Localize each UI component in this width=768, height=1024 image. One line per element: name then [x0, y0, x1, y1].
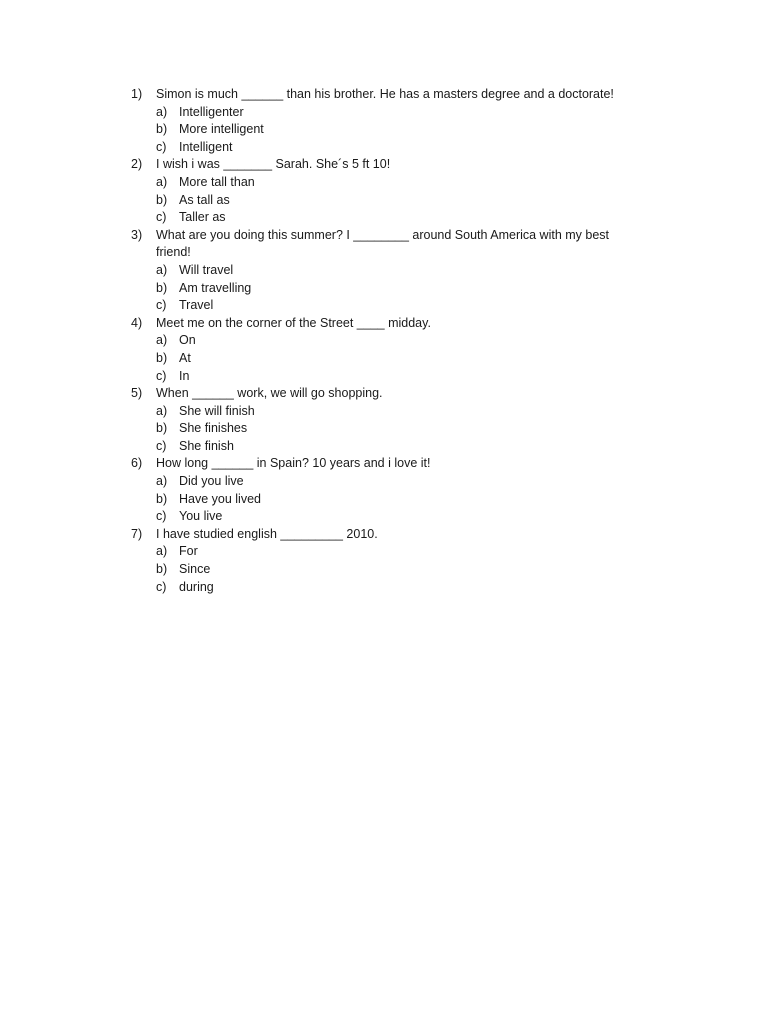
option-text: Will travel: [179, 262, 234, 277]
option-letter: c): [156, 139, 167, 154]
option-c: [131, 139, 641, 157]
option-text: Since: [179, 562, 211, 577]
question-text: I wish i was _______ Sarah. She´s 5 ft 10!: [156, 157, 391, 172]
option-letter: c): [156, 368, 167, 383]
option-text: You live: [179, 509, 223, 524]
option-b: [131, 192, 641, 210]
option-c: [131, 579, 641, 597]
option-letter: a): [156, 104, 168, 119]
question-2: [131, 156, 641, 226]
question-5: [131, 385, 641, 455]
option-c: [131, 508, 641, 526]
option-b: [131, 491, 641, 509]
question-3: [131, 227, 641, 315]
quiz-document: [131, 86, 641, 596]
question-number: 5): [131, 386, 143, 401]
option-text: Did you live: [179, 474, 244, 489]
question-text: I have studied english _________ 2010.: [156, 526, 378, 541]
question-text: Meet me on the corner of the Street ____ midday.: [156, 315, 431, 330]
option-b: [131, 121, 641, 139]
question-4: [131, 315, 641, 385]
option-a: [131, 262, 641, 280]
question-number: 7): [131, 526, 143, 541]
option-c: [131, 368, 641, 386]
option-b: [131, 350, 641, 368]
option-text: Have you lived: [179, 491, 261, 506]
option-text: She finishes: [179, 421, 248, 436]
question-number: 6): [131, 456, 143, 471]
option-letter: c): [156, 438, 167, 453]
option-letter: b): [156, 421, 168, 436]
option-a: [131, 332, 641, 350]
option-letter: b): [156, 562, 168, 577]
question-1: [131, 86, 641, 156]
option-text: Travel: [179, 298, 214, 313]
option-text: At: [179, 350, 191, 365]
question-text: Simon is much ______ than his brother. He has a masters degree and a doctorate!: [156, 87, 614, 101]
option-text: during: [179, 579, 214, 594]
option-text: Intelligenter: [179, 104, 244, 119]
option-text: In: [179, 368, 190, 383]
option-a: [131, 473, 641, 491]
option-c: [131, 297, 641, 315]
option-letter: a): [156, 262, 168, 277]
option-text: Intelligent: [179, 139, 233, 154]
question-7: [131, 526, 641, 596]
question-text: How long ______ in Spain? 10 years and i love it!: [156, 456, 431, 471]
option-letter: c): [156, 579, 167, 594]
option-text: Am travelling: [179, 280, 252, 295]
option-text: More tall than: [179, 174, 255, 189]
question-text: When ______ work, we will go shopping.: [156, 386, 383, 401]
question-6: [131, 455, 641, 525]
question-number: 4): [131, 315, 143, 330]
option-b: [131, 280, 641, 298]
option-a: [131, 403, 641, 421]
option-letter: b): [156, 491, 168, 506]
option-a: [131, 104, 641, 122]
question-number: 3): [131, 227, 143, 242]
option-text: As tall as: [179, 192, 230, 207]
option-letter: c): [156, 509, 167, 524]
option-letter: a): [156, 544, 168, 559]
option-c: [131, 438, 641, 456]
option-a: [131, 543, 641, 561]
option-letter: c): [156, 298, 167, 313]
option-letter: b): [156, 122, 168, 137]
option-letter: c): [156, 210, 167, 225]
option-text: On: [179, 333, 196, 348]
option-b: [131, 420, 641, 438]
question-text: What are you doing this summer? I ________ around South America with my best friend!: [156, 227, 610, 260]
option-letter: b): [156, 192, 168, 207]
option-letter: b): [156, 280, 168, 295]
option-text: For: [179, 544, 198, 559]
option-c: [131, 209, 641, 227]
option-letter: a): [156, 474, 168, 489]
option-letter: a): [156, 403, 168, 418]
option-letter: a): [156, 174, 168, 189]
option-b: [131, 561, 641, 579]
option-text: She finish: [179, 438, 234, 453]
option-a: [131, 174, 641, 192]
question-number: 2): [131, 157, 143, 172]
option-letter: b): [156, 350, 168, 365]
option-text: She will finish: [179, 403, 255, 418]
option-letter: a): [156, 333, 168, 348]
option-text: More intelligent: [179, 122, 264, 137]
question-number: 1): [131, 87, 143, 101]
option-text: Taller as: [179, 210, 226, 225]
